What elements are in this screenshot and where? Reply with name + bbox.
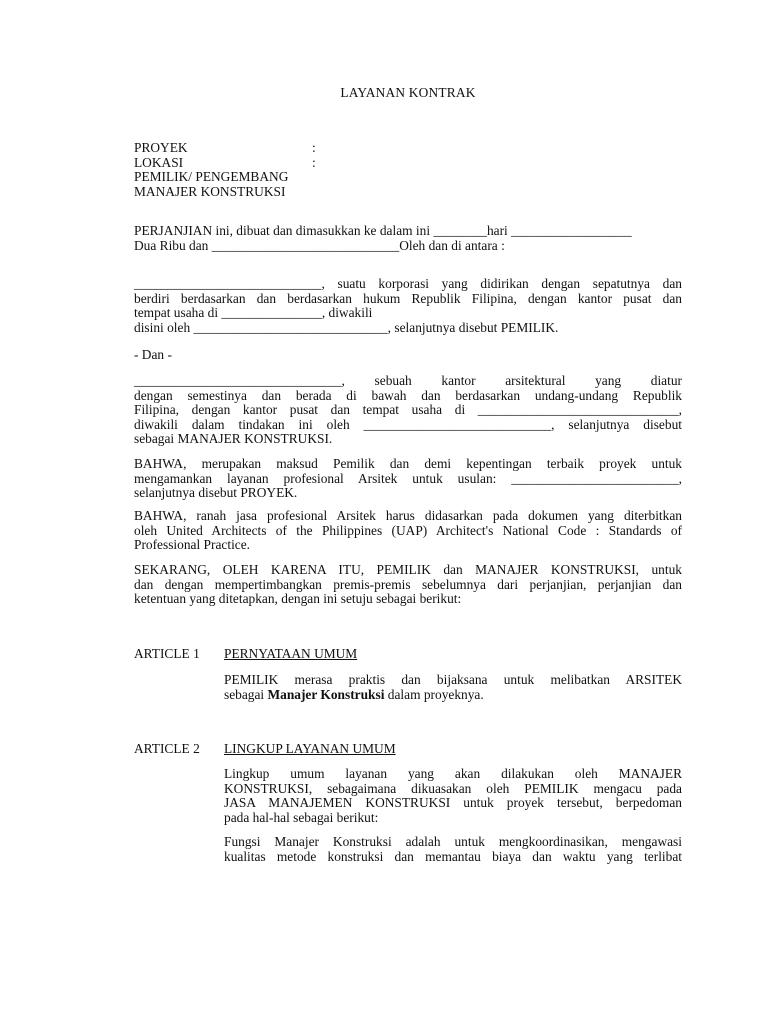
text-line: sebagai MANAJER KONSTRUKSI. [134, 431, 333, 446]
text-line: tempat usaha di _______________, diwakili [134, 305, 373, 320]
text-line: PERJANJIAN ini, dibuat dan dimasukkan ke dalam ini ________hari __________________ [134, 223, 632, 238]
sekarang-paragraph [134, 563, 682, 607]
text-line: BAHWA, ranah jasa profesional Arsitek harus didasarkan pada dokumen yang diterbitkan [134, 508, 682, 523]
text-line: kualitas metode konstruksi dan memantau biaya dan waktu yang terlibat [224, 848, 682, 864]
text-line: Fungsi Manajer Konstruksi adalah untuk mengkoordinasikan, mengawasi [224, 834, 682, 849]
header-field-pemilik [134, 170, 288, 185]
text-line: JASA MANAJEMEN KONSTRUKSI untuk proyek tersebut, berpedoman [224, 795, 682, 810]
field-label: PROYEK [134, 140, 188, 155]
text-line: SEKARANG, OLEH KARENA ITU, PEMILIK dan MANAJER KONSTRUKSI, untuk [134, 562, 682, 577]
header-field-proyek [134, 140, 316, 156]
text-line: Dua Ribu dan ____________________________Oleh dan di antara : [134, 237, 505, 253]
text-line: berdiri berdasarkan dan berdasarkan hukum Republik Filipina, dengan kantor pusat dan [134, 290, 682, 306]
text-line [224, 688, 682, 703]
text-line: dan dengan mempertimbangkan premis-premis sebelumnya dari perjanjian, perjanjian dan [134, 576, 682, 592]
article-2-paragraph-1 [224, 767, 682, 825]
field-label: LOKASI [134, 154, 184, 170]
text-line: - Dan - [134, 347, 172, 362]
article-number: ARTICLE 2 [134, 741, 200, 756]
field-colon: : [312, 154, 316, 170]
article-1-body [224, 673, 682, 702]
article-2-paragraph-2 [224, 835, 682, 864]
text-line: diwakili dalam tindakan ini oleh ____________________________, selanjutnya disebut [134, 416, 682, 432]
field-label: PEMILIK/ PENGEMBANG [134, 169, 289, 184]
bahwa-paragraph-1 [134, 457, 682, 501]
text-line: disini oleh _____________________________, selanjutnya disebut PEMILIK. [134, 319, 559, 335]
agreement-paragraph [134, 224, 682, 253]
document-title: LAYANAN KONTRAK [340, 85, 476, 100]
header-field-lokasi [134, 154, 316, 171]
article-number: ARTICLE 1 [134, 646, 200, 661]
text-line: Lingkup umum layanan yang akan dilakukan oleh MANAJER [224, 766, 682, 781]
dan-separator [134, 348, 682, 363]
text-line: dengan semestinya dan berada di bawah dan berdasarkan undang-undang Republik [134, 387, 682, 403]
owner-party-paragraph [134, 277, 682, 335]
text-fragment: sebagai [224, 686, 268, 702]
text-line: _______________________________, sebuah kantor arsitektural yang diatur [134, 373, 682, 388]
text-line: ____________________________, suatu korporasi yang didirikan dengan sepatutnya dan [134, 276, 682, 291]
text-line: BAHWA, merupakan maksud Pemilik dan demi kepentingan terbaik proyek untuk [134, 456, 682, 471]
header-field-manajer [134, 185, 288, 200]
text-line: Filipina, dengan kantor pusat dan tempat usaha di ______________________________, [134, 402, 682, 417]
text-line: ketentuan yang ditetapkan, dengan ini setuju sebagai berikut: [134, 591, 462, 606]
bahwa-paragraph-2 [134, 509, 682, 553]
bold-term: Manajer Konstruksi [267, 686, 385, 702]
field-colon: : [312, 140, 316, 155]
text-line: pada hal-hal sebagai berikut: [224, 809, 379, 825]
text-line: mengamankan layanan profesional Arsitek untuk usulan: _________________________, [134, 470, 682, 486]
header-fields [134, 140, 316, 199]
text-line: selanjutnya disebut PROYEK. [134, 485, 298, 500]
text-line: PEMILIK merasa praktis dan bijaksana untuk melibatkan ARSITEK [224, 672, 682, 687]
text-line: oleh United Architects of the Philippines (UAP) Architect's National Code : Standards of [134, 522, 682, 538]
article-title: PERNYATAAN UMUM [224, 646, 358, 661]
text-fragment: dalam proyeknya. [384, 686, 484, 702]
field-label: MANAJER KONSTRUKSI [134, 183, 286, 199]
article-title: LINGKUP LAYANAN UMUM [224, 741, 396, 756]
text-line: KONSTRUKSI, sebagaimana dikuasakan oleh PEMILIK mengacu pada [224, 780, 682, 796]
text-line: Professional Practice. [134, 537, 251, 552]
cm-party-paragraph [134, 374, 682, 447]
